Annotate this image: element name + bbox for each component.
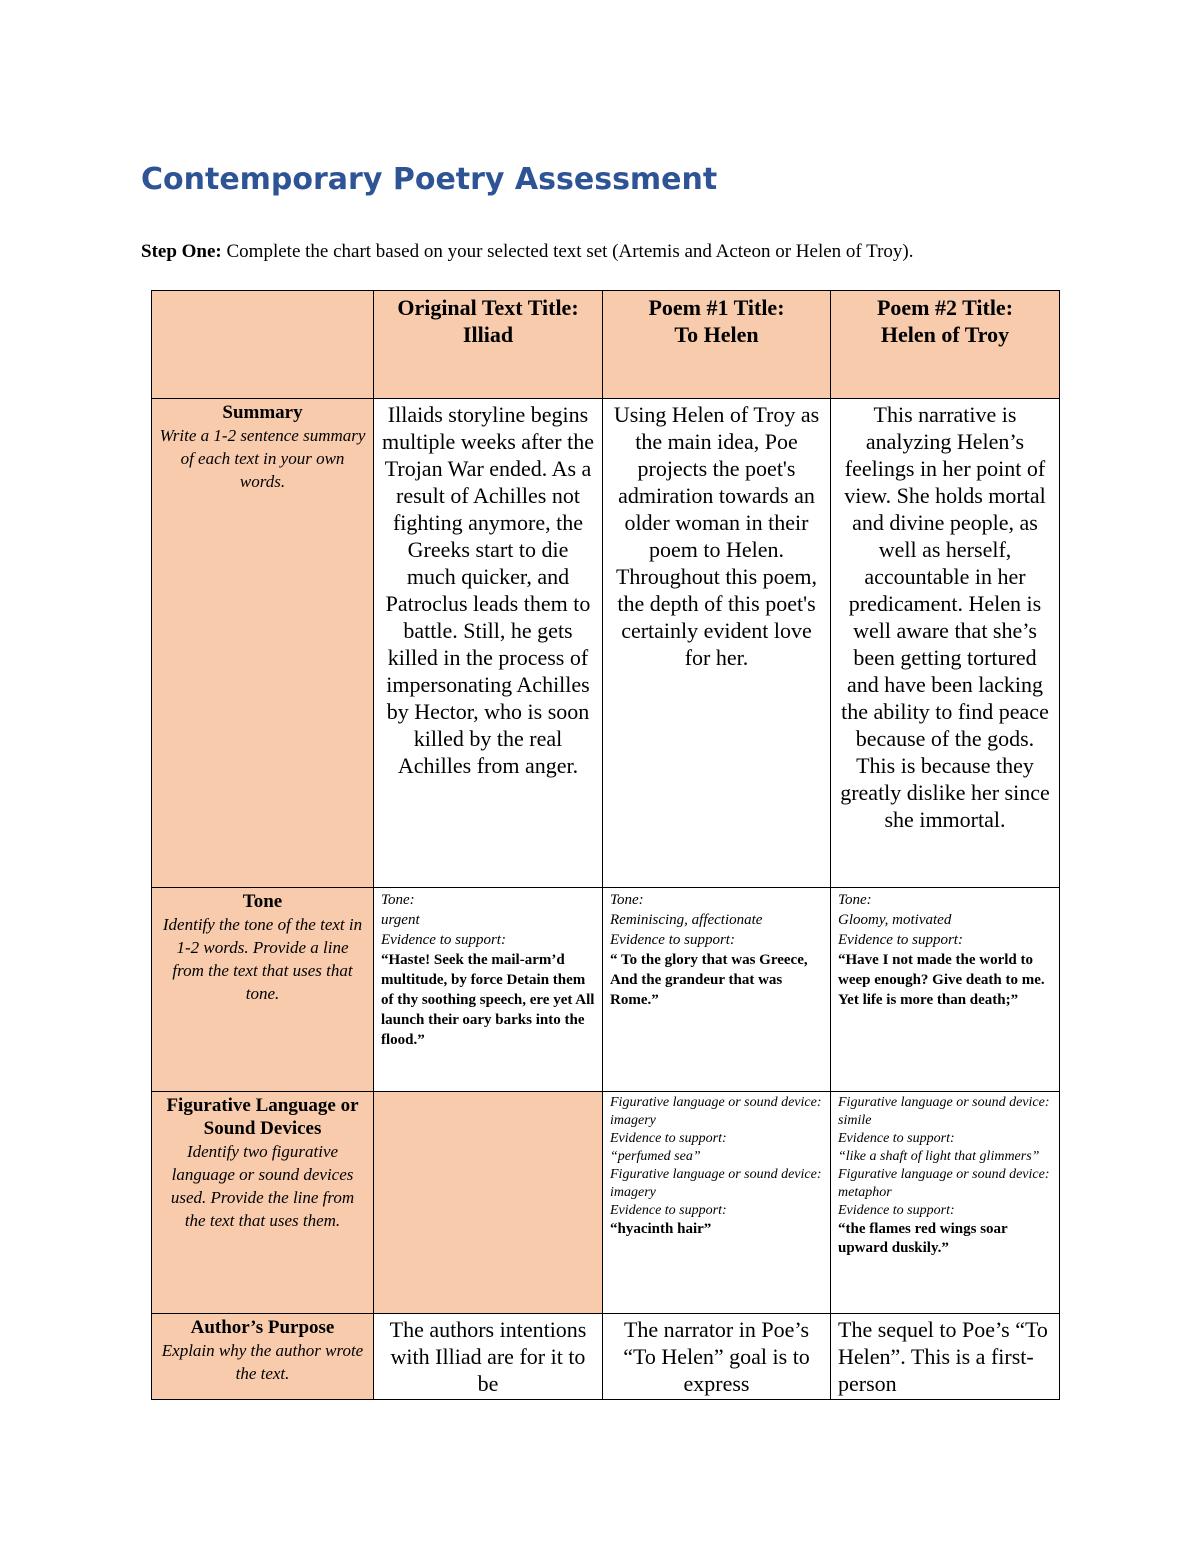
assessment-chart bbox=[151, 290, 1060, 1400]
device-value: imagery bbox=[610, 1113, 656, 1128]
purpose-row-header bbox=[152, 1314, 374, 1400]
evidence-label: Evidence to support: bbox=[838, 1131, 955, 1146]
evidence-label: Evidence to support: bbox=[610, 932, 735, 948]
device-value: simile bbox=[838, 1113, 872, 1128]
evidence-quote: “ To the glory that was Greece, And the grandeur that was Rome.” bbox=[610, 952, 808, 1008]
figurative-row bbox=[152, 1092, 1060, 1314]
summary-original-cell: Illaids storyline begins multiple weeks after the Trojan War ended. As a result of Achilles not fighting anymore, the Greeks start to die much quicker, and Patroclus leads them to battle. Still, he gets killed in the process of impersonating Achilles by Hector, who is soon killed by the real Achilles from anger. bbox=[374, 399, 603, 888]
summary-row-header bbox=[152, 399, 374, 888]
step-one-instruction bbox=[141, 241, 914, 263]
row-instruction: Explain why the author wrote the text. bbox=[161, 1341, 364, 1383]
evidence-label: Evidence to support: bbox=[610, 1131, 727, 1146]
tone-original-cell bbox=[374, 888, 603, 1092]
tone-label: Tone: bbox=[838, 892, 872, 908]
evidence-label: Evidence to support: bbox=[610, 1203, 727, 1218]
tone-value: urgent bbox=[381, 912, 420, 928]
header-value: To Helen bbox=[674, 322, 759, 347]
device-label: Figurative language or sound device: bbox=[610, 1095, 822, 1110]
device-value: imagery bbox=[610, 1185, 656, 1200]
evidence-quote: “the flames red wings soar upward duskily.” bbox=[838, 1221, 1008, 1256]
header-original-text bbox=[374, 291, 603, 399]
step-text: Complete the chart based on your selected text set (Artemis and Acteon or Helen of Troy). bbox=[221, 241, 914, 262]
device-value: metaphor bbox=[838, 1185, 892, 1200]
header-label: Original Text Title: bbox=[397, 295, 579, 320]
purpose-original-cell: The authors intentions with Illiad are for it to be bbox=[374, 1314, 603, 1400]
row-title: Tone bbox=[242, 891, 283, 912]
evidence-quote: “Have I not made the world to weep enough? Give death to me. Yet life is more than death;” bbox=[838, 952, 1045, 1008]
tone-row bbox=[152, 888, 1060, 1092]
evidence-label: Evidence to support: bbox=[838, 1203, 955, 1218]
page-title: Contemporary Poetry Assessment bbox=[141, 162, 718, 197]
device-label: Figurative language or sound device: bbox=[610, 1167, 822, 1182]
tone-poem-1-cell bbox=[603, 888, 831, 1092]
row-instruction: Identify the tone of the text in 1-2 words. Provide a line from the text that uses that tone. bbox=[162, 915, 363, 1003]
step-label: Step One: bbox=[141, 241, 222, 262]
tone-label: Tone: bbox=[610, 892, 644, 908]
row-title: Author’s Purpose bbox=[190, 1317, 335, 1338]
header-value: Illiad bbox=[462, 322, 514, 347]
row-title: Figurative Language or Sound Devices bbox=[166, 1095, 359, 1139]
header-value: Helen of Troy bbox=[880, 322, 1010, 347]
evidence-label: Evidence to support: bbox=[838, 932, 963, 948]
tone-label: Tone: bbox=[381, 892, 415, 908]
summary-poem-2-cell: This narrative is analyzing Helen’s feelings in her point of view. She holds mortal and divine people, as well as herself, accountable in her predicament. Helen is well aware that she’s been getting tortured and have been lacking the ability to find peace because of the gods. This is because they greatly dislike her since she immortal. bbox=[831, 399, 1060, 888]
purpose-row bbox=[152, 1314, 1060, 1400]
header-poem-2 bbox=[831, 291, 1060, 399]
header-poem-1 bbox=[603, 291, 831, 399]
row-instruction: Write a 1-2 sentence summary of each text in your own words. bbox=[159, 426, 366, 491]
evidence-quote: “Haste! Seek the mail-arm’d multitude, by force Detain them of thy soothing speech, ere yet All launch their oary barks into the flood.” bbox=[381, 952, 595, 1048]
evidence-quote: “hyacinth hair” bbox=[610, 1221, 712, 1237]
evidence-label: Evidence to support: bbox=[381, 932, 506, 948]
row-title: Summary bbox=[222, 402, 303, 423]
purpose-poem-1-cell: The narrator in Poe’s “To Helen” goal is to express bbox=[603, 1314, 831, 1400]
corner-cell bbox=[152, 291, 374, 399]
tone-row-header bbox=[152, 888, 374, 1092]
summary-row bbox=[152, 399, 1060, 888]
figurative-row-header bbox=[152, 1092, 374, 1314]
row-instruction: Identify two figurative language or sound devices used. Provide the line from the text that uses them. bbox=[170, 1142, 355, 1230]
figurative-original-cell bbox=[374, 1092, 603, 1314]
device-label: Figurative language or sound device: bbox=[838, 1095, 1050, 1110]
figurative-poem-1-cell bbox=[603, 1092, 831, 1314]
summary-poem-1-cell: Using Helen of Troy as the main idea, Poe projects the poet's admiration towards an older woman in their poem to Helen. Throughout this poem, the depth of this poet's certainly evident love for her. bbox=[603, 399, 831, 888]
figurative-poem-2-cell bbox=[831, 1092, 1060, 1314]
header-label: Poem #2 Title: bbox=[876, 295, 1014, 320]
evidence-quote: “like a shaft of light that glimmers” bbox=[838, 1149, 1040, 1164]
tone-value: Reminiscing, affectionate bbox=[610, 912, 763, 928]
evidence-quote: “perfumed sea” bbox=[610, 1149, 701, 1164]
device-label: Figurative language or sound device: bbox=[838, 1167, 1050, 1182]
header-row bbox=[152, 291, 1060, 399]
tone-poem-2-cell bbox=[831, 888, 1060, 1092]
header-label: Poem #1 Title: bbox=[648, 295, 785, 320]
purpose-poem-2-cell: The sequel to Poe’s “To Helen”. This is a first-person bbox=[831, 1314, 1060, 1400]
tone-value: Gloomy, motivated bbox=[838, 912, 952, 928]
